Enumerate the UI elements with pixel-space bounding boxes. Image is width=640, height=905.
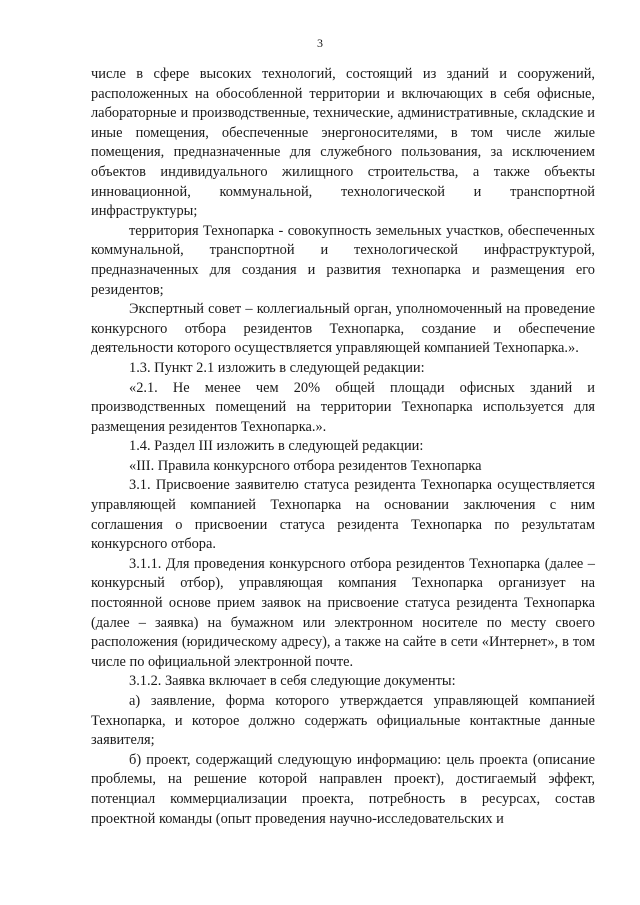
paragraph-territory-definition: территория Технопарка - совокупность земельных участков, обеспеченных коммунальной, транспортной и технологической инфраструктурой, предназначенных для создания и развития технопарка и размещения его резидентов; <box>91 222 595 298</box>
paragraph-clause-3-1: 3.1. Присвоение заявителю статуса резидента Технопарка осуществляется управляющей компанией Технопарка на основании заключения с ним соглашения о присвоении статуса резидента Технопарка по результатам конкурсного отбора. <box>91 477 595 553</box>
paragraph-clause-3-1-2: 3.1.2. Заявка включает в себя следующие документы: <box>129 673 456 690</box>
paragraph-clause-3-1-1: 3.1.1. Для проведения конкурсного отбора резидентов Технопарка (далее – конкурсный отбор), управляющая компания Технопарка организует на постоянной основе прием заявок на присвоение статуса резидента Технопарка (далее – заявка) на бумажном или электронном носителе по месту своего расположения (юридическому адресу), а также на сайте в сети «Интернет», в том числе по официальной электронной почте. <box>91 555 595 670</box>
paragraph-clause-2-1: «2.1. Не менее чем 20% общей площади офисных зданий и производственных помещений на территории Технопарка используется для размещения резидентов Технопарка.». <box>91 379 595 435</box>
paragraph-definitions-continued: числе в сфере высоких технологий, состоящий из зданий и сооружений, расположенных на обособленной территории и включающих в себя офисные, лабораторные и производственные, технические, административные, складские и иные помещения, обеспеченные энергоносителями, в том числе жилые помещения, предназначенные для служебного пользования, за исключением объектов индивидуального жилищного строительства, а также объекты инновационной, коммунальной, технологической и транспортной инфраструктуры; <box>91 66 595 220</box>
section-heading-iii: «III. Правила конкурсного отбора резидентов Технопарка <box>129 457 482 474</box>
list-item-b: б) проект, содержащий следующую информацию: цель проекта (описание проблемы, на решение которой направлен проект), достигаемый эффект, потенциал коммерциализации проекта, потребность в ресурсах, состав проектной команды (опыт проведения научно-исследовательских и <box>91 751 595 827</box>
page-number: 3 <box>317 36 323 50</box>
paragraph-item-1-4: 1.4. Раздел III изложить в следующей редакции: <box>129 438 424 455</box>
document-body <box>91 65 595 829</box>
paragraph-expert-council-definition: Экспертный совет – коллегиальный орган, уполномоченный на проведение конкурсного отбора резидентов Технопарка, создание и обеспечение деятельности которого осуществляется управляющей компанией Технопарка.». <box>91 301 595 357</box>
paragraph-item-1-3: 1.3. Пункт 2.1 изложить в следующей редакции: <box>129 359 425 376</box>
list-item-a: а) заявление, форма которого утверждается управляющей компанией Технопарка, и которое должно содержать официальные контактные данные заявителя; <box>91 693 595 749</box>
